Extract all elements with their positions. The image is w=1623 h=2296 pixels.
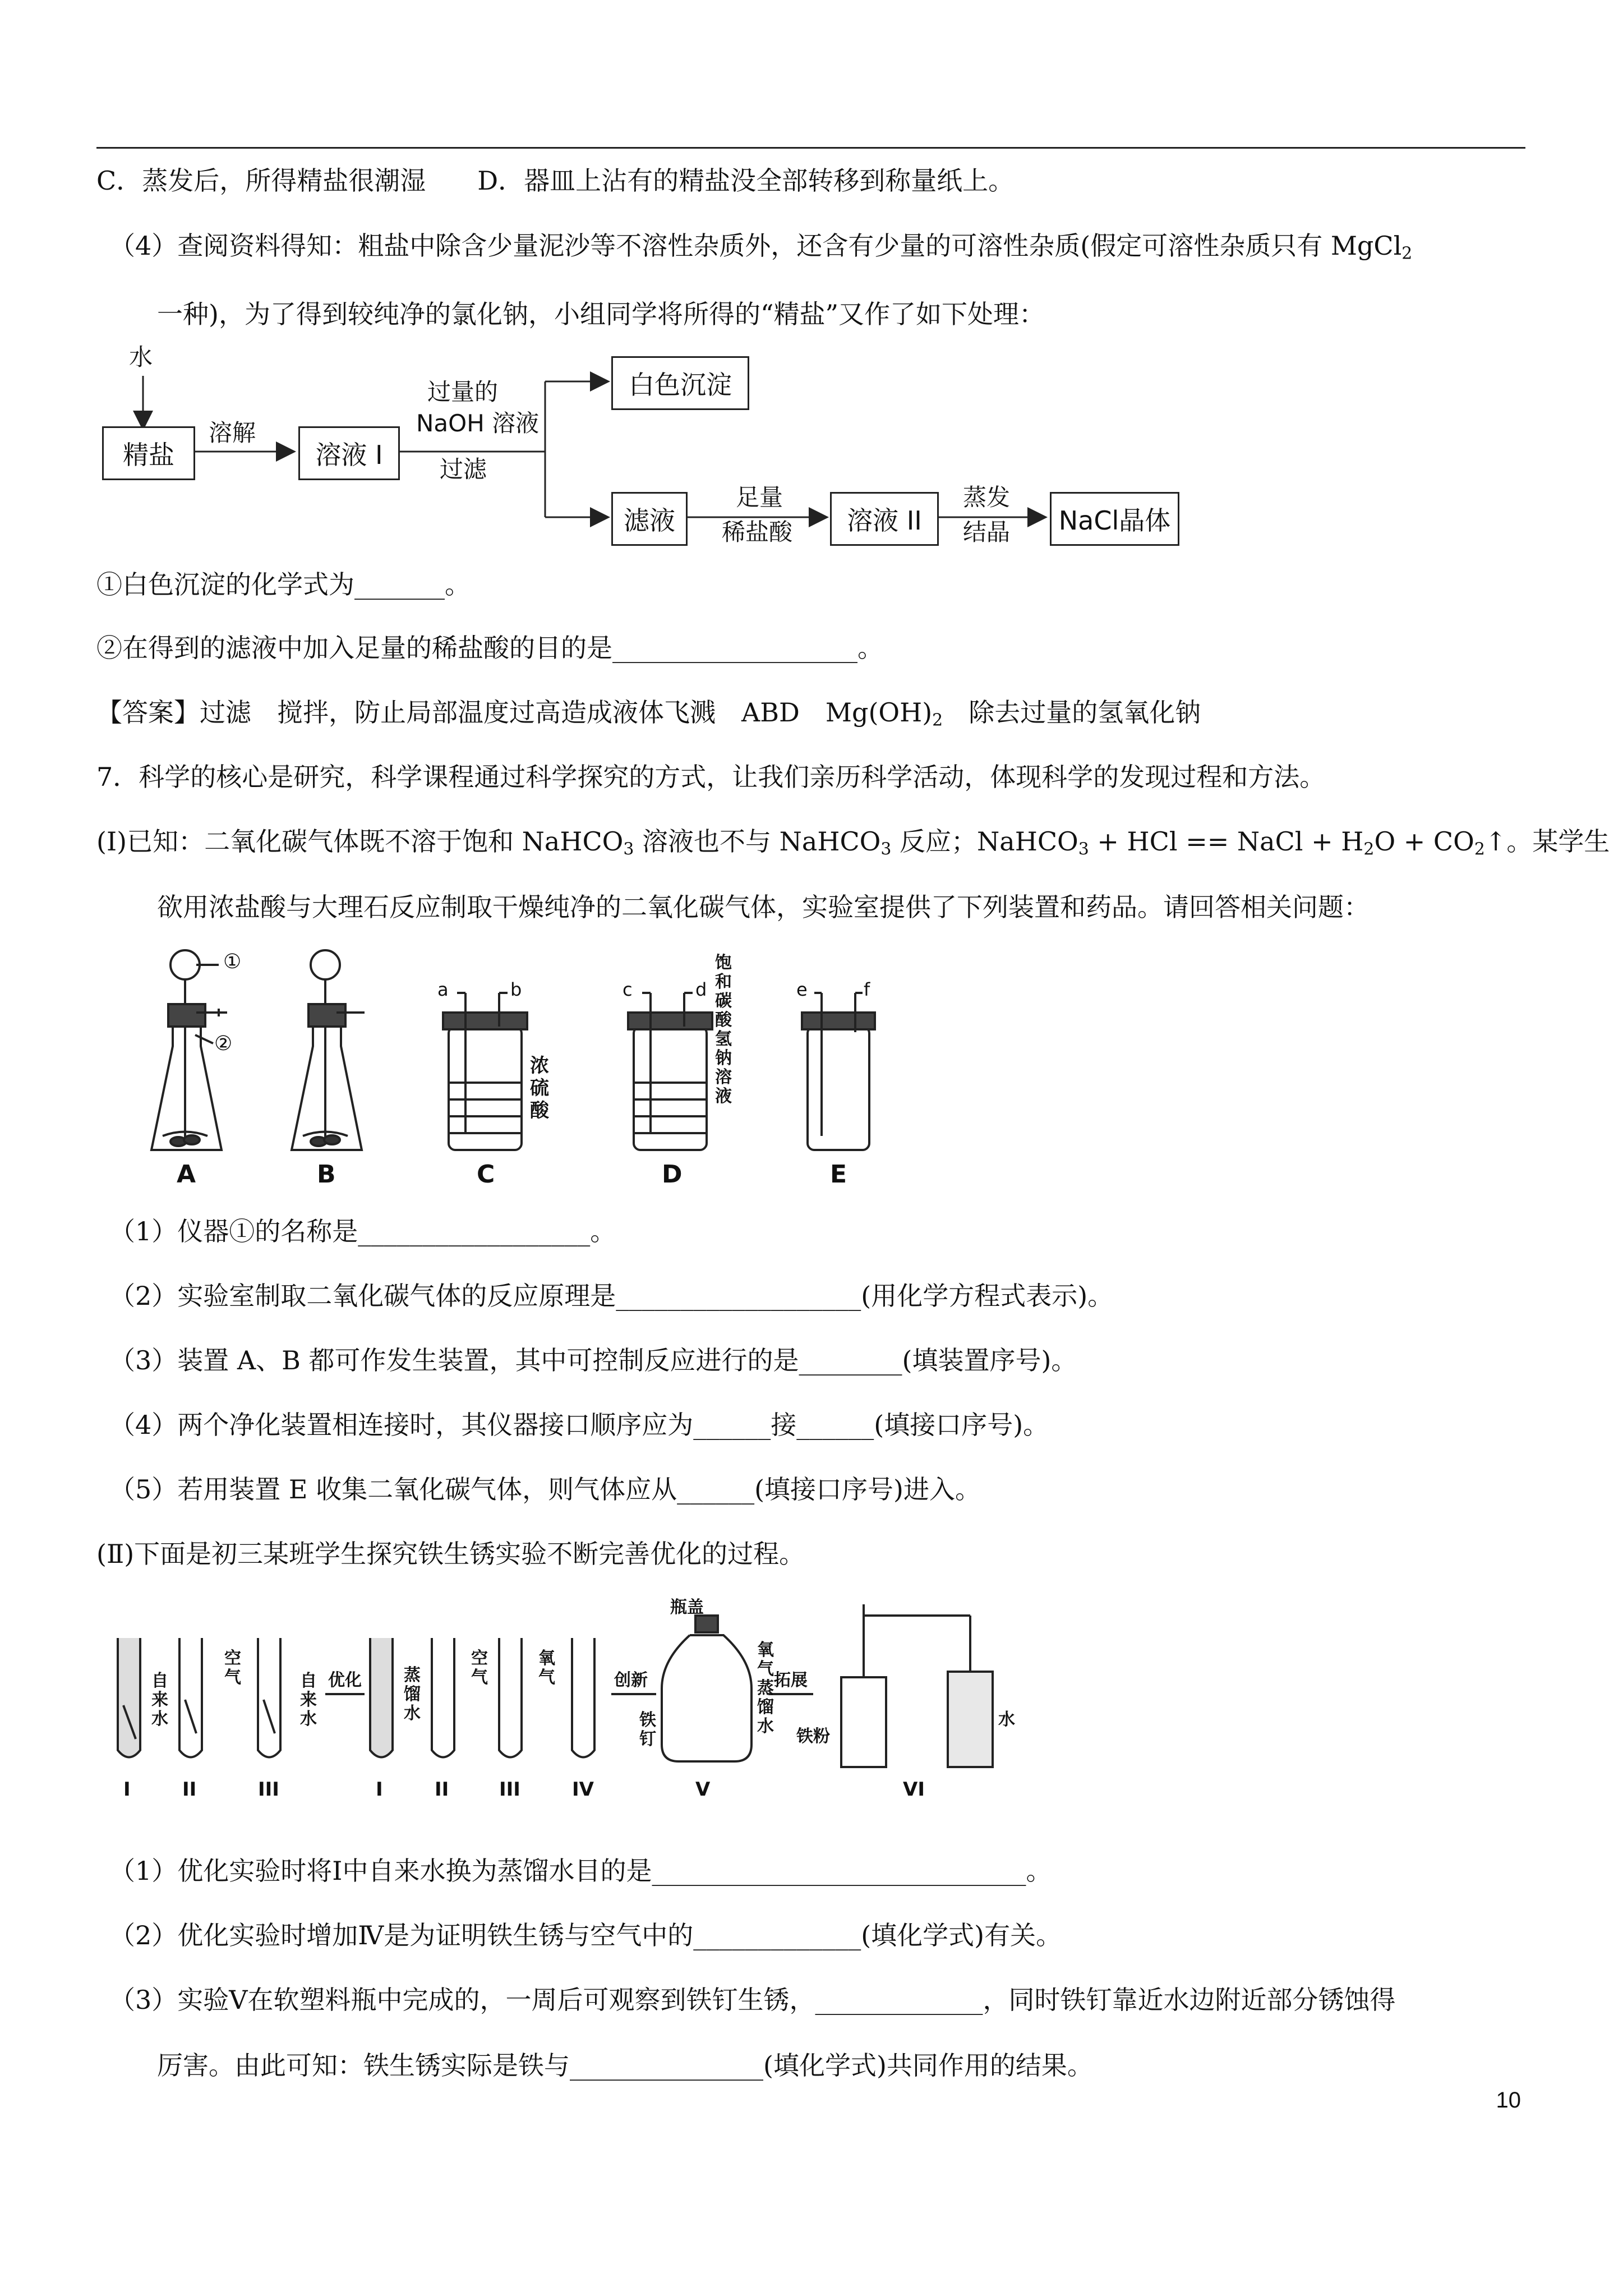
rust-expand-label: 拓展: [774, 1671, 808, 1690]
rust-experiment-figure: [107, 1593, 1032, 1818]
question-white-precipitate: ①白色沉淀的化学式为_______。: [96, 569, 471, 600]
rust-tap-water-1: 自来水: [151, 1671, 168, 1729]
rust-water-label: 水: [998, 1710, 1015, 1729]
flow-box-product: NaCl晶体: [1050, 492, 1179, 546]
rust-numeral-5: V: [695, 1778, 711, 1801]
apparatus-mark-1: ①: [223, 950, 242, 973]
rust-numeral-1b: I: [376, 1778, 383, 1801]
flow-reagent-label-2: NaOH 溶液: [416, 409, 540, 437]
flow-acid-label-1: 足量: [736, 484, 783, 511]
flow-reagent-label-1: 过量的: [427, 378, 499, 406]
flow-box-solution2: 溶液 II: [830, 492, 939, 546]
rust-numeral-1a: I: [123, 1778, 131, 1801]
c-liquid-label: 浓硫酸: [530, 1055, 549, 1122]
header-rule: [96, 147, 1525, 149]
question-collect: （5）若用装置 E 收集二氧化碳气体，则气体应从______(填接口序号)进入。: [109, 1474, 981, 1504]
flow-dissolve-label: 溶解: [209, 419, 256, 447]
apparatus-label-c: C: [477, 1160, 495, 1189]
flow-box-salt: 精盐: [102, 426, 195, 480]
text-line-part2: (Ⅱ)下面是初三某班学生探究铁生锈实验不断完善优化的过程。: [96, 1539, 805, 1569]
flow-box-precipitate: 白色沉淀: [611, 356, 749, 410]
port-e: e: [796, 979, 808, 1000]
port-f: f: [864, 979, 870, 1000]
rust-numeral-6: VI: [903, 1778, 925, 1801]
text-line-q7: 7．科学的核心是研究，科学课程通过科学探究的方式，让我们亲历科学活动，体现科学的发现过程和方法。: [96, 762, 1326, 792]
rust-o2-water-label: 氧气蒸馏水: [757, 1640, 774, 1736]
apparatus-mark-2: ②: [214, 1032, 233, 1055]
question-instrument-name: （1）仪器①的名称是__________________。: [109, 1216, 616, 1246]
flow-evap-label-2: 结晶: [963, 518, 1011, 546]
rust-optimize-label: 优化: [328, 1671, 362, 1690]
question-control: （3）装置 A、B 都可作发生装置，其中可控制反应进行的是________(填装置序号)。: [109, 1345, 1077, 1375]
apparatus-label-b: B: [317, 1160, 336, 1189]
apparatus-figure: [129, 942, 914, 1189]
page-number: 10: [1496, 2088, 1521, 2113]
port-b: b: [510, 979, 522, 1000]
text-line-q4-cont: 一种)，为了得到较纯净的氯化钠，小组同学将所得的“精盐”又作了如下处理：: [157, 299, 1045, 329]
flow-box-filtrate: 滤液: [611, 492, 688, 546]
rust-cap-label: 瓶盖: [670, 1598, 704, 1617]
rust-numeral-2b: II: [435, 1778, 449, 1801]
flow-acid-label-2: 稀盐酸: [722, 518, 793, 546]
question-experiment-v: （3）实验Ⅴ在软塑料瓶中完成的，一周后可观察到铁钉生锈，_____________，同时铁钉靠近水边附近部分锈蚀得: [109, 1985, 1396, 2015]
flow-evap-label-1: 蒸发: [963, 484, 1011, 511]
rust-innovate-label: 创新: [614, 1671, 648, 1690]
purification-flowchart: [96, 343, 1190, 556]
port-d: d: [695, 979, 707, 1000]
question-port-order: （4）两个净化装置相连接时，其仪器接口顺序应为______接______(填接口序号)。: [109, 1410, 1049, 1440]
text-line-options: C．蒸发后，所得精盐很潮湿 D．器皿上沾有的精盐没全部转移到称量纸上。: [96, 165, 1015, 196]
question-add-iv: （2）优化实验时增加Ⅳ是为证明铁生锈与空气中的_____________(填化学式)有关。: [109, 1920, 1062, 1950]
question-acid-purpose: ②在得到的滤液中加入足量的稀盐酸的目的是___________________。: [96, 633, 883, 663]
rust-drawing: [107, 1593, 1032, 1818]
apparatus-label-a: A: [177, 1160, 196, 1189]
question-distilled-purpose: （1）优化实验时将Ⅰ中自来水换为蒸馏水目的是_____________________________。: [109, 1856, 1052, 1886]
rust-oxygen: 氧气: [538, 1649, 555, 1687]
rust-distilled-1: 蒸馏水: [404, 1665, 421, 1723]
question-reaction: （2）实验室制取二氧化碳气体的反应原理是___________________(用化学方程式表示)。: [109, 1281, 1114, 1311]
text-line-q7-part1-cont: 欲用浓盐酸与大理石反应制取干燥纯净的二氧化碳气体，实验室提供了下列装置和药品。请回答相关问题：: [157, 892, 1370, 922]
port-c: c: [623, 979, 633, 1000]
rust-numeral-2a: II: [182, 1778, 197, 1801]
question-experiment-v-cont: 厉害。由此可知：铁生锈实际是铁与_______________(填化学式)共同作用的结果。: [157, 2050, 1093, 2081]
text-line-q7-part1: (Ⅰ)已知：二氧化碳气体既不溶于饱和 NaHCO$_3$ 溶液也不与 NaHCO$_3$ 反应；NaHCO$_3$ + HCl == NaCl + $H_2O$ + $CO_2↑$。某学生: [96, 826, 1610, 859]
rust-numeral-4: IV: [572, 1778, 594, 1801]
flow-filter-label: 过滤: [440, 455, 487, 483]
text-line-q4: （4）查阅资料得知：粗盐中除含少量泥沙等不溶性杂质外，还含有少量的可溶性杂质(假定可溶性杂质只有 MgCl$_2$: [109, 231, 1413, 264]
port-a: a: [437, 979, 449, 1000]
d-liquid-label: 饱和碳酸氢钠溶液: [715, 953, 732, 1106]
answer-line: 【答案】过滤 搅拌，防止局部温度过高造成液体飞溅 ABD $Mg(OH)_2$ 除去过量的氢氧化钠: [96, 697, 1201, 730]
flow-box-solution1: 溶液 I: [298, 426, 400, 480]
rust-air-2: 空气: [471, 1649, 488, 1687]
apparatus-label-e: E: [830, 1160, 847, 1189]
rust-numeral-3a: III: [258, 1778, 279, 1801]
rust-nail-label: 铁钉: [639, 1710, 656, 1749]
rust-numeral-3b: III: [499, 1778, 520, 1801]
rust-air-1: 空气: [224, 1649, 241, 1687]
flow-water-label: 水: [129, 343, 153, 371]
apparatus-label-d: D: [662, 1160, 683, 1189]
rust-tap-water-2: 自来水: [300, 1671, 317, 1729]
rust-iron-powder-label: 铁粉: [796, 1727, 830, 1746]
